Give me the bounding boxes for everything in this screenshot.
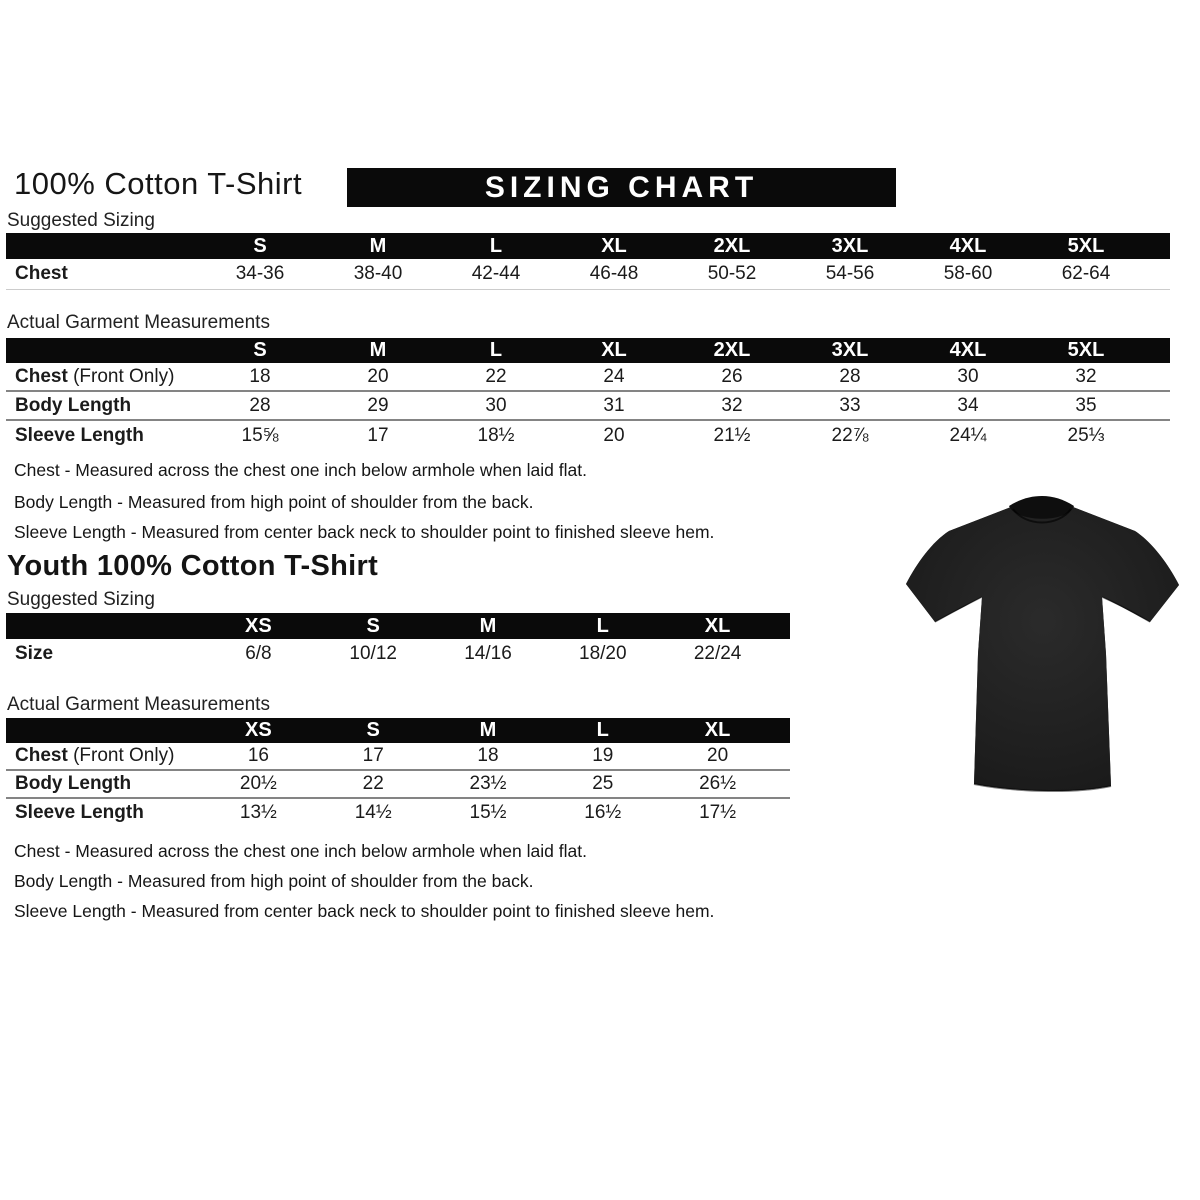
row-label-suffix: (Front Only) <box>67 745 175 766</box>
cell-value: 15⅝ <box>241 424 279 446</box>
row-label <box>6 643 201 665</box>
table-row <box>6 363 1170 392</box>
cell-value: 20 <box>603 424 625 446</box>
size-col-header: 5XL <box>1067 234 1105 257</box>
row-label-text: Chest <box>15 745 68 766</box>
size-col-header: XL <box>704 614 731 637</box>
size-col-header: L <box>596 614 609 637</box>
size-col-header: L <box>489 234 503 257</box>
row-label <box>6 425 201 447</box>
cell-value: 29 <box>367 394 389 416</box>
cell-value: 58-60 <box>943 263 993 284</box>
row-label <box>6 773 201 795</box>
youth-suggested-table <box>6 613 790 669</box>
table-row <box>6 259 1170 290</box>
table-row <box>6 421 1170 450</box>
cell-value: 16 <box>247 745 269 766</box>
row-label-text: Body Length <box>15 773 132 794</box>
cell-value: 31 <box>603 394 625 416</box>
row-label-text: Chest <box>15 263 68 284</box>
size-col-header: M <box>369 234 387 257</box>
size-col-header: 2XL <box>713 339 751 361</box>
cell-value: 20½ <box>239 773 277 794</box>
cell-value: 30 <box>957 365 979 387</box>
cell-value: 24 <box>603 365 625 387</box>
cell-value: 17 <box>362 745 384 766</box>
size-col-header: M <box>479 614 497 637</box>
adult-suggested-table <box>6 233 1170 290</box>
measurement-note: Sleeve Length - Measured from center back neck to shoulder point to finished sleeve hem. <box>14 522 715 542</box>
cell-value: 32 <box>1075 365 1097 387</box>
adult-actual-measurements-label: Actual Garment Measurements <box>7 312 270 333</box>
row-label <box>6 366 201 388</box>
row-label <box>6 802 201 824</box>
table-row <box>6 771 790 799</box>
cell-value: 14/16 <box>464 643 512 664</box>
row-label-text: Sleeve Length <box>15 424 144 446</box>
size-col-header: XL <box>704 719 731 741</box>
row-label-text: Body Length <box>15 394 132 416</box>
size-col-header: 2XL <box>713 234 751 257</box>
adult-suggested-header-row <box>6 233 1170 259</box>
youth-suggested-sizing-label: Suggested Sizing <box>7 589 155 610</box>
cell-value: 18 <box>249 365 271 387</box>
table-row <box>6 799 790 827</box>
cell-value: 18/20 <box>579 643 627 664</box>
cell-value: 20 <box>707 745 729 766</box>
table-row <box>6 392 1170 421</box>
cell-value: 22 <box>362 773 384 794</box>
size-col-header: S <box>253 339 267 361</box>
youth-actual-table <box>6 718 790 827</box>
table-row <box>6 639 790 669</box>
cell-value: 17 <box>367 424 389 446</box>
adult-actual-table <box>6 338 1170 450</box>
sizing-chart-banner <box>347 168 896 207</box>
cell-value: 34 <box>957 394 979 416</box>
cell-value: 26½ <box>699 773 737 794</box>
sizing-chart-banner-text: SIZING CHART <box>484 170 759 204</box>
cell-value: 34-36 <box>235 263 285 284</box>
cell-value: 6/8 <box>245 643 272 664</box>
cell-value: 25⅓ <box>1067 424 1105 446</box>
size-col-header: L <box>596 719 609 741</box>
cell-value: 22/24 <box>693 643 742 664</box>
size-col-header: XL <box>601 339 627 361</box>
cell-value: 13½ <box>239 802 277 823</box>
adult-suggested-sizing-label: Suggested Sizing <box>7 210 155 231</box>
size-col-header: M <box>479 719 497 741</box>
cell-value: 19 <box>592 745 614 766</box>
row-label-text: Size <box>15 643 54 664</box>
measurement-note: Body Length - Measured from high point of shoulder from the back. <box>14 871 534 891</box>
cell-value: 46-48 <box>589 263 639 284</box>
cell-value: 42-44 <box>471 263 521 284</box>
row-label <box>6 395 201 417</box>
cell-value: 20 <box>367 365 389 387</box>
row-label-text: Chest <box>15 365 68 387</box>
measurement-note: Chest - Measured across the chest one inch below armhole when laid flat. <box>14 460 587 480</box>
cell-value: 54-56 <box>825 263 875 284</box>
tshirt-shading <box>906 499 1179 791</box>
cell-value: 14½ <box>354 802 392 823</box>
cell-value: 38-40 <box>353 263 403 284</box>
cell-value: 22 <box>485 365 507 387</box>
size-col-header: 5XL <box>1067 339 1105 361</box>
size-col-header: S <box>366 614 380 637</box>
tshirt-image <box>893 489 1191 807</box>
cell-value: 22⅞ <box>831 424 869 446</box>
cell-value: 50-52 <box>707 263 757 284</box>
cell-value: 62-64 <box>1061 263 1111 284</box>
cell-value: 28 <box>249 394 271 416</box>
youth-actual-header-row <box>6 718 790 743</box>
size-col-header: XS <box>245 614 272 637</box>
cell-value: 17½ <box>699 802 737 823</box>
cell-value: 28 <box>839 365 861 387</box>
cell-value: 30 <box>485 394 507 416</box>
size-col-header: S <box>253 234 267 257</box>
cell-value: 18½ <box>477 424 515 446</box>
cell-value: 21½ <box>713 424 751 446</box>
cell-value: 26 <box>721 365 743 387</box>
size-col-header: 3XL <box>831 234 869 257</box>
youth-actual-measurements-label: Actual Garment Measurements <box>7 694 270 715</box>
row-label <box>6 745 201 767</box>
size-col-header: 4XL <box>949 339 987 361</box>
size-col-header: 4XL <box>949 234 987 257</box>
adult-title: 100% Cotton T-Shirt <box>14 166 303 201</box>
measurement-note: Chest - Measured across the chest one inch below armhole when laid flat. <box>14 841 587 861</box>
adult-actual-header-row <box>6 338 1170 363</box>
measurement-note: Body Length - Measured from high point of shoulder from the back. <box>14 492 534 512</box>
cell-value: 25 <box>592 773 614 794</box>
cell-value: 24¼ <box>949 424 987 446</box>
size-col-header: XL <box>601 234 627 257</box>
size-col-header: L <box>489 339 503 361</box>
youth-suggested-header-row <box>6 613 790 639</box>
cell-value: 15½ <box>469 802 507 823</box>
cell-value: 18 <box>477 745 499 766</box>
size-col-header: 3XL <box>831 339 869 361</box>
size-col-header: XS <box>245 719 272 741</box>
row-label <box>6 263 201 285</box>
cell-value: 32 <box>721 394 743 416</box>
cell-value: 10/12 <box>349 643 397 664</box>
cell-value: 33 <box>839 394 861 416</box>
row-label-suffix: (Front Only) <box>67 365 175 387</box>
cell-value: 23½ <box>469 773 507 794</box>
table-row <box>6 743 790 771</box>
cell-value: 16½ <box>584 802 622 823</box>
row-label-text: Sleeve Length <box>15 802 144 823</box>
youth-title: Youth 100% Cotton T-Shirt <box>7 550 379 582</box>
size-col-header: S <box>366 719 380 741</box>
cell-value: 35 <box>1075 394 1097 416</box>
size-col-header: M <box>369 339 387 361</box>
measurement-note: Sleeve Length - Measured from center back neck to shoulder point to finished sleeve hem. <box>14 901 715 921</box>
